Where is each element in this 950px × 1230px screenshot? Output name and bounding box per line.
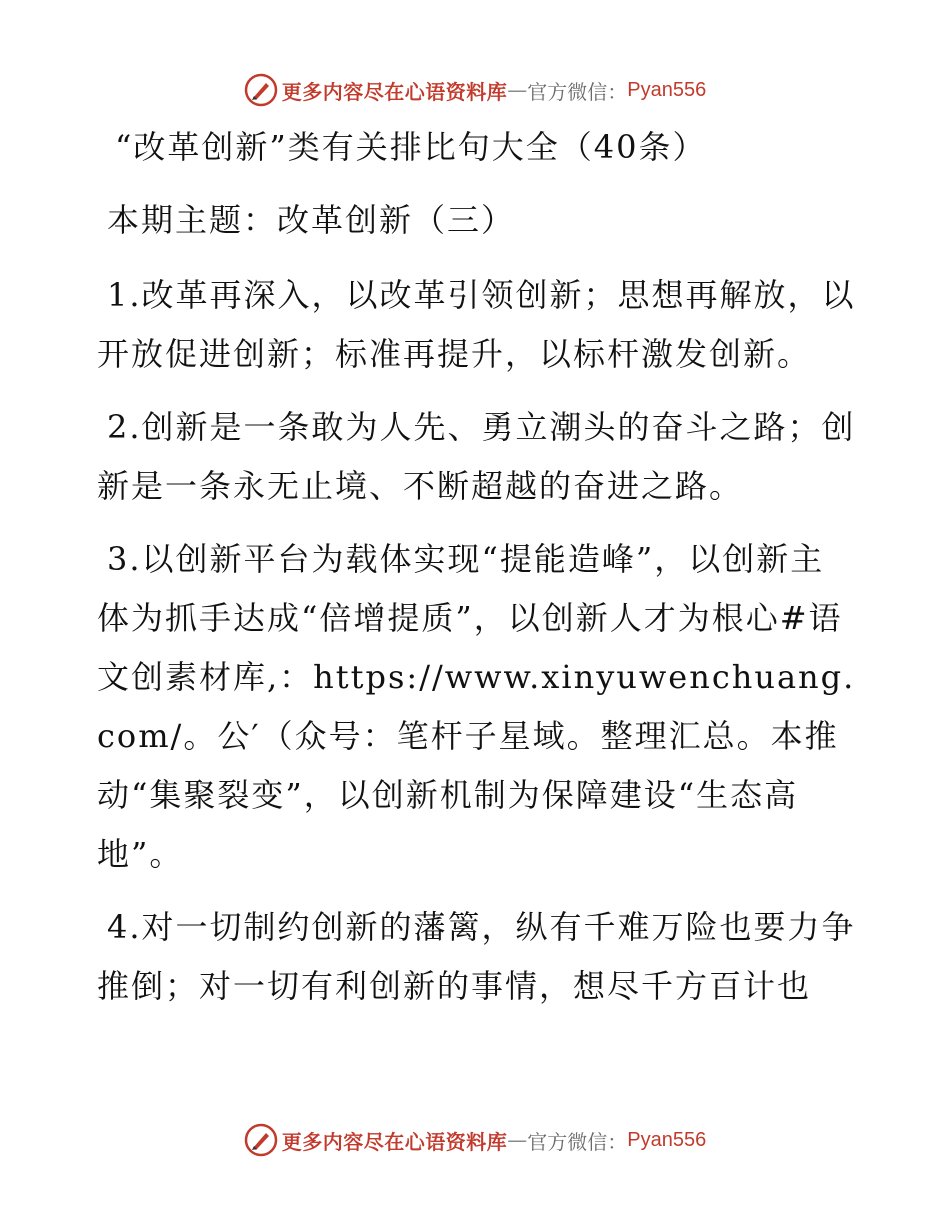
list-item: 1.改革再深入，以改革引领创新；思想再解放，以开放促进创新；标准再提升，以标杆激发创新。 <box>97 276 856 373</box>
footer-watermark-banner <box>0 1120 950 1160</box>
banner-wechat-label: 官方微信： <box>527 79 628 104</box>
banner-separator: — <box>507 1128 528 1152</box>
banner-wechat-id: Pyan556 <box>627 1128 707 1151</box>
document-body <box>97 118 857 1030</box>
pen-seal-icon <box>244 1123 278 1157</box>
header-watermark-banner <box>0 70 950 110</box>
banner-wechat-label: 官方微信： <box>527 1129 628 1154</box>
document-title: “改革创新”类有关排比句大全（40条） <box>115 128 707 166</box>
banner-main-text: 更多内容尽在心语资料库 <box>281 79 508 104</box>
banner-wechat-id: Pyan556 <box>627 78 707 101</box>
list-item: 2.创新是一条敢为人先、勇立潮头的奋斗之路；创新是一条永无止境、不断超越的奋进之路。 <box>97 408 856 505</box>
list-item: 3.以创新平台为载体实现“提能造峰”，以创新主体为抓手达成“倍增提质”，以创新人才为根心#语文创素材库,：https://www.xinyuwenchuang.com/。公′（众号：笔杆子星域。整理汇总。本推动“集聚裂变”，以创新机制为保障建设“生态高地”。 <box>97 540 856 873</box>
document-subtitle: 本期主题：改革创新（三） <box>107 201 516 239</box>
banner-main-text: 更多内容尽在心语资料库 <box>281 1129 508 1154</box>
list-item: 4.对一切制约创新的藩篱，纵有千难万险也要力争推倒；对一切有利创新的事情，想尽千方百计也 <box>97 908 856 1005</box>
banner-separator: — <box>507 78 528 102</box>
pen-seal-icon <box>244 73 278 107</box>
